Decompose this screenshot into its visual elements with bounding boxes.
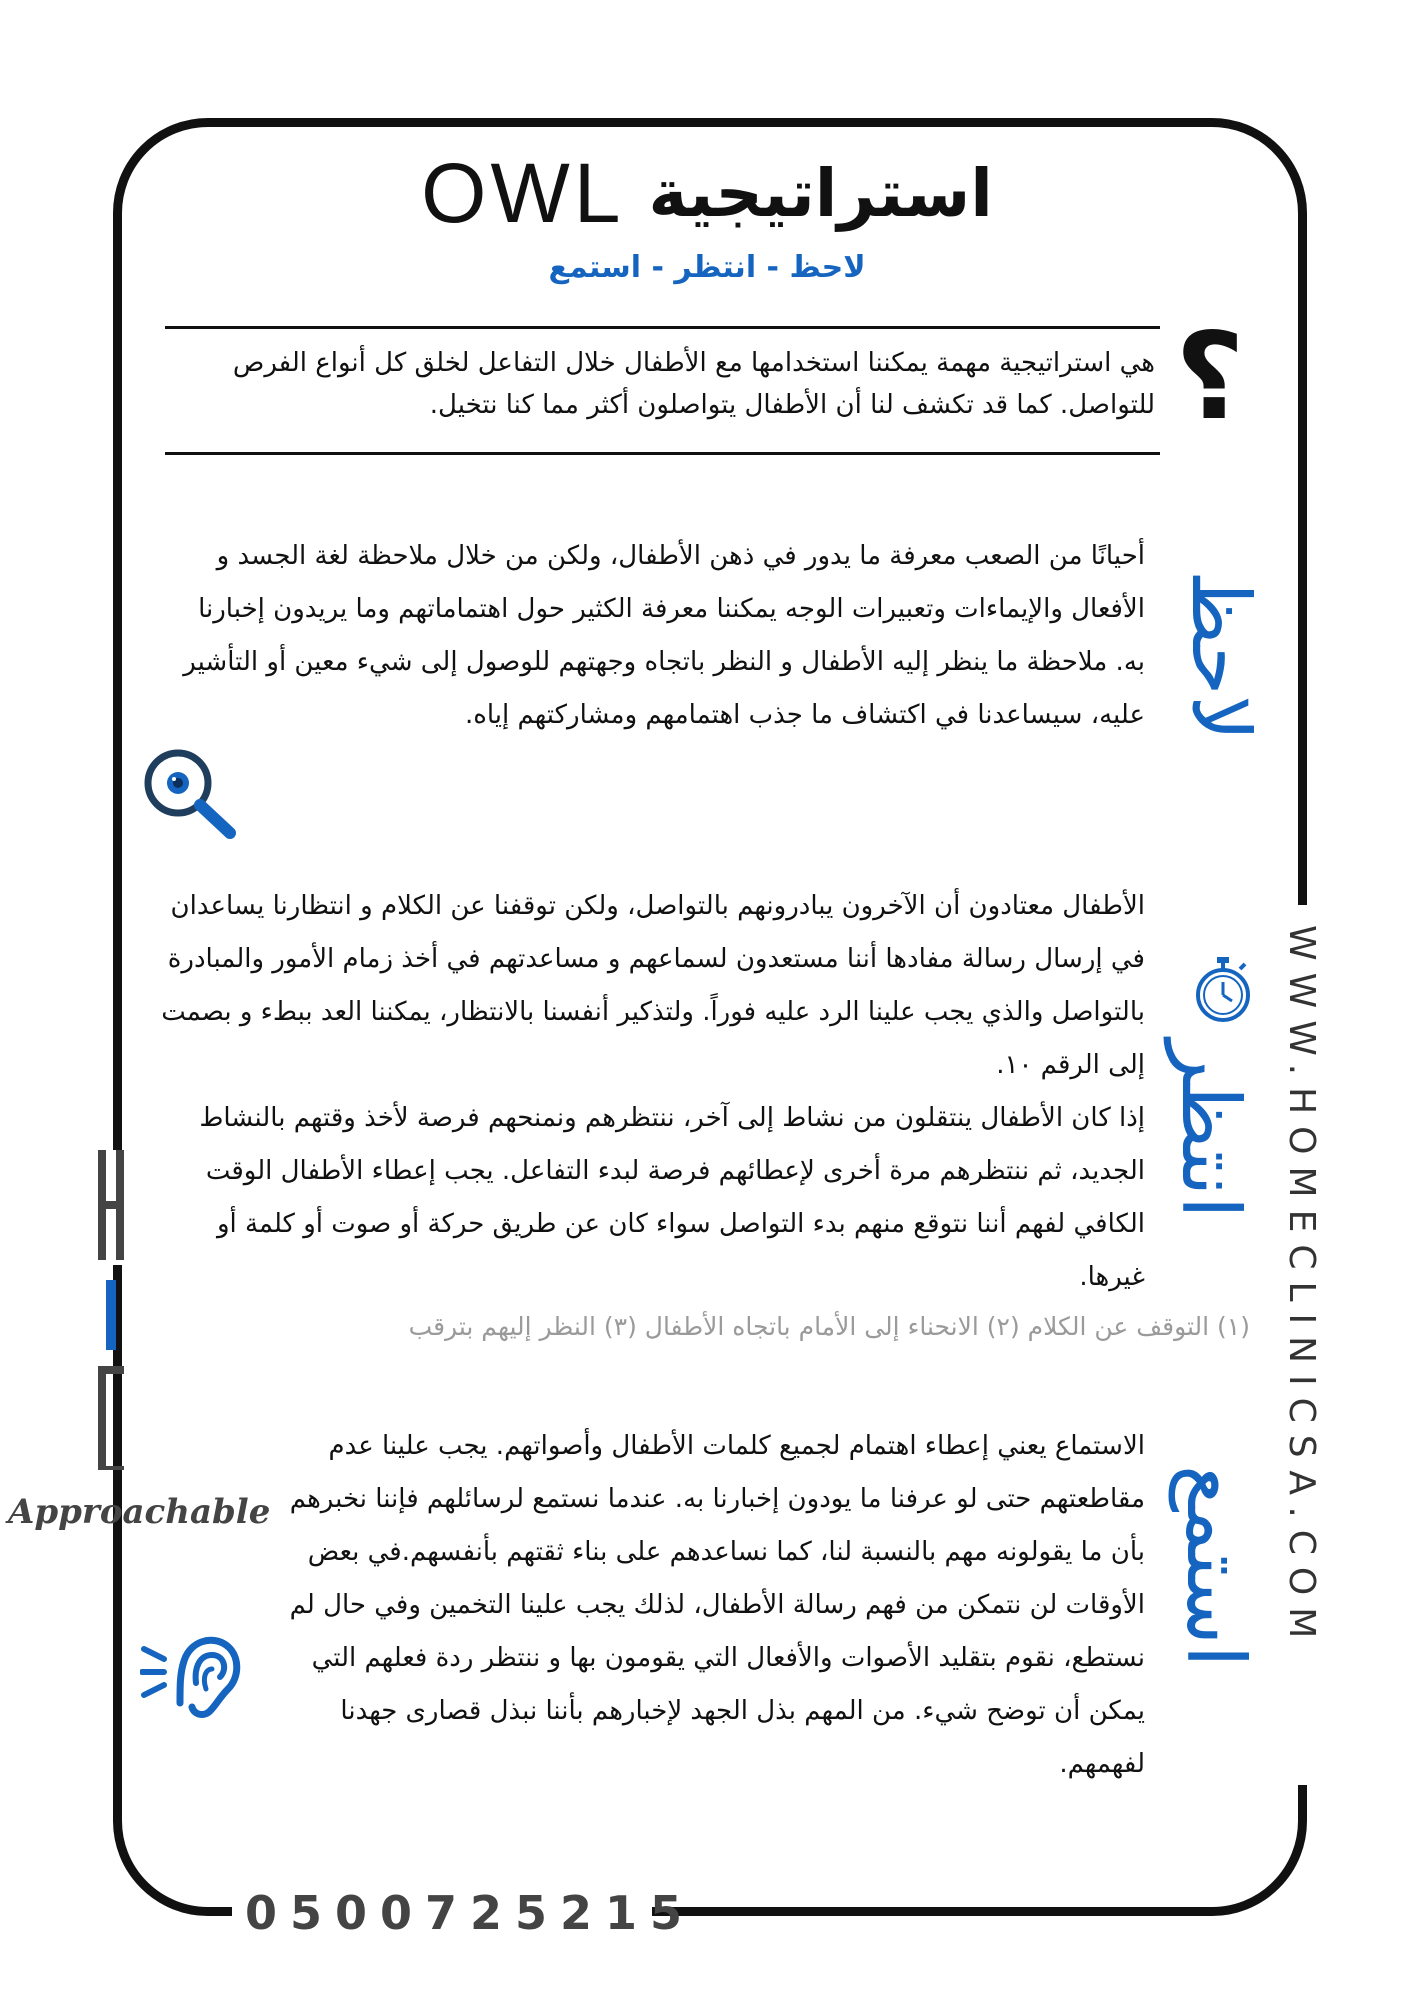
listen-label: استمع [1169, 1465, 1262, 1668]
question-mark-icon: ؟ [1175, 308, 1245, 447]
ear-icon [140, 1625, 250, 1720]
brand-logo-icon [90, 1150, 130, 1470]
phone-number: 0500725215 [245, 1886, 696, 1940]
wait-paragraphs [150, 880, 1145, 1304]
observe-label: لاحظ [1174, 570, 1267, 742]
page-title-owl: OWL [421, 145, 625, 240]
page-title-arabic: استراتيجية [648, 154, 993, 232]
wait-paragraph-2: إذا كان الأطفال ينتقلون من نشاط إلى آخر، ننتظرهم ونمنحهم فرصة لأخذ وقتهم بالنشاط الجديد، ثم ننتظرهم مرة أخرى لإعطائهم فرصة لبدء التفاعل. يجب إعطاء الأطفال الوقت الكافي لفهم أننا نتوقع منهم بدء التواصل سواء كان عن طريق حركة أو صوت أو كلمة أو غيرها. [199, 1103, 1145, 1292]
title-row [300, 138, 1114, 248]
divider-bottom [165, 452, 1160, 455]
wait-steps: (١) التوقف عن الكلام (٢) الانحناء إلى الأمام باتجاه الأطفال (٣) النظر إليهم بترقب [408, 1312, 1250, 1341]
observe-paragraph: أحيانًا من الصعب معرفة ما يدور في ذهن الأطفال، ولكن من خلال ملاحظة لغة الجسد و الأفعال والإيماءات وتعبيرات الوجه يمكننا معرفة الكثير حول اهتماماتهم وما يريدون إخبارنا به. ملاحظة ما ينظر إليه الأطفال و النظر باتجاه وجهتهم للوصول إلى شيء معين أو التأشير عليه، سيساعدنا في اكتشاف ما جذب اهتمامهم ومشاركتهم إياه. [183, 541, 1145, 730]
wait-paragraph-1: الأطفال معتادون أن الآخرون يبادرونهم بالتواصل، ولكن توقفنا عن الكلام و انتظارنا يساعدان في إرسال رسالة مفادها أننا مستعدون لسماعهم و مساعدتهم في أخذ زمام الأمور والمبادرة بالتواصل والذي يجب علينا الرد عليه فوراً. ولتذكير أنفسنا بالانتظار، يمكننا العد ببطء و بصمت إلى الرقم ١٠. [161, 891, 1145, 1080]
magnifier-eye-icon [138, 745, 248, 845]
page-subtitle: لاحظ - انتظر - استمع [548, 250, 866, 285]
tagline: Approachable [8, 1492, 271, 1532]
wait-label: انتظر [1164, 1040, 1257, 1219]
stopwatch-icon [1192, 955, 1254, 1025]
listen-paragraph: الاستماع يعني إعطاء اهتمام لجميع كلمات الأطفال وأصواتهم. يجب علينا عدم مقاطعتهم حتى لو عرفنا ما يودون إخبارنا به. عندما نستمع لرسائلهم فإننا نخبرهم بأن ما يقولونه مهم بالنسبة لنا، كما نساعدهم على بناء ثقتهم بأنفسهم.في بعض الأوقات لن نتمكن من فهم رسالة الأطفال، لذلك يجب علينا التخمين وفي حال لم نستطع، نقوم بتقليد الأصوات والأفعال التي يقومون بها و ننتظر ردة فعلهم التي يمكن أن توضح شيء. من المهم بذل الجهد لإخبارهم بأننا نبذل قصارى جهدنا لفهمهم. [289, 1431, 1145, 1779]
website-url: WWW.HOMECLINICSA.COM [1281, 925, 1322, 1651]
divider-top [165, 326, 1160, 329]
intro-text: هي استراتيجية مهمة يمكننا استخدامها مع الأطفال خلال التفاعل لخلق كل أنواع الفرص للتواصل. كما قد تكشف لنا أن الأطفال يتواصلون أكثر مما كنا نتخيل. [232, 348, 1155, 420]
